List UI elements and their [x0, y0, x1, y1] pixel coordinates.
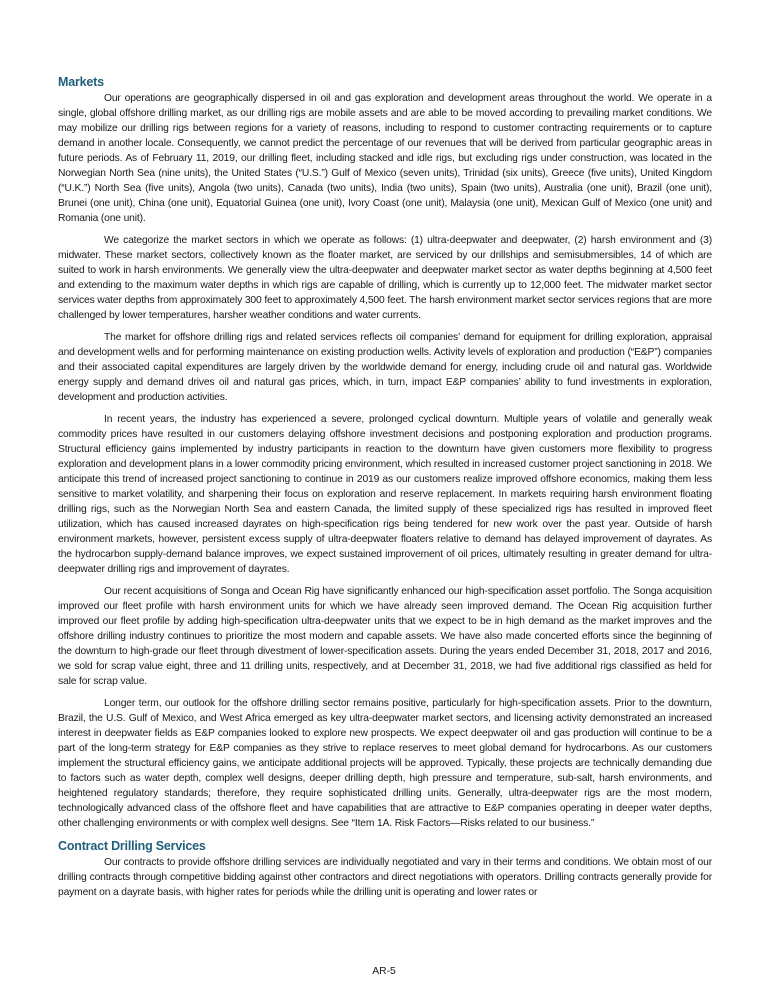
paragraph: The market for offshore drilling rigs and related services reflects oil companies’ demand for equipment for drilling exploration, appraisal and development wells and for performing maintenance on existing production wells. Activity levels of exploration and production (“E&P”) companies and their associated capital expenditures are largely driven by the worldwide demand for energy, including crude oil and natural gas. Worldwide energy supply and demand drives oil and natural gas prices, which, in turn, impact E&P companies’ ability to fund investments in exploration, development and production activities. [58, 332, 712, 403]
section-heading-markets: Markets [58, 75, 104, 89]
paragraph: We categorize the market sectors in which we operate as follows: (1) ultra-deepwater and deepwater, (2) harsh environment and (3) midwater. These market sectors, collectively known as the floater market, are serviced by our drillships and semisubmersibles, 14 of which are suited to work in harsh environments. We generally view the ultra-deepwater and deepwater market sector as water depths beginning at 4,500 feet and extending to the maximum water depths in which rigs are capable of drilling, which is currently up to 12,000 feet. The midwater market sector services water depths from approximately 300 feet to approximately 4,500 feet. The harsh environment market sector services regions that are more challenged by lower temperatures, harsher weather conditions and water currents. [58, 235, 712, 321]
document-page [58, 74, 712, 907]
paragraph: Longer term, our outlook for the offshore drilling sector remains positive, particularly for high-specification assets. Prior to the downturn, Brazil, the U.S. Gulf of Mexico, and West Africa emerged as key ultra-deepwater market sectors, and licensing activity demonstrated an increased interest in deepwater fields as E&P companies looked to explore new prospects. We expect deepwater oil and gas production will continue to be a part of the long-term strategy for E&P companies as they strive to replace reserves to meet global demand for hydrocarbons. As our customers implement the structural efficiency gains, we anticipate additional projects will be approved. Typically, these projects are technically demanding due to factors such as water depth, complex well designs, deeper drilling depth, high pressure and temperature, sub-salt, harsh environments, and heightened regulatory standards; therefore, they require sophisticated drilling units. Generally, ultra-deepwater rigs are the most modern, technologically advanced class of the offshore fleet and have capabilities that are attractive to E&P companies operating in deeper water depths, other challenging environments or with complex well designs. See “Item 1A. Risk Factors—Risks related to our business.” [58, 698, 712, 829]
page-number: AR-5 [372, 966, 396, 977]
paragraph: Our operations are geographically dispersed in oil and gas exploration and development areas throughout the world. We operate in a single, global offshore drilling market, as our drilling rigs are mobile assets and are able to be moved according to prevailing market conditions. We may mobilize our drilling rigs between regions for a variety of reasons, including to respond to customer contracting requirements or to capture demand in another locale. Consequently, we cannot predict the percentage of our revenues that will be derived from particular geographic areas in future periods. As of February 11, 2019, our drilling fleet, including stacked and idle rigs, but excluding rigs under construction, was located in the Norwegian North Sea (nine units), the United States (“U.S.”) Gulf of Mexico (seven units), Trinidad (six units), Greece (five units), United Kingdom (“U.K.”) North Sea (five units), Angola (two units), Canada (two units), India (two units), Spain (two units), Australia (one unit), Brazil (one unit), Brunei (one unit), China (one unit), Equatorial Guinea (one unit), Ivory Coast (one unit), Malaysia (one unit), Mexican Gulf of Mexico (one unit) and Romania (one unit). [58, 93, 712, 224]
paragraph: In recent years, the industry has experienced a severe, prolonged cyclical downturn. Multiple years of volatile and generally weak commodity prices have resulted in our customers delaying offshore investment decisions and postponing exploration and production programs. Structural efficiency gains implemented by industry participants in reaction to the downturn have given customers more flexibility to progress exploration and development plans in a lower commodity pricing environment, which resulted in increased customer project sanctioning in 2018. We anticipate this trend of increased project sanctioning to continue in 2019 as our customers realize improved offshore economics, making them less sensitive to market volatility, and sharpening their focus on exploration and reserve replacement. In markets requiring harsh environment floating drilling rigs, such as the Norwegian North Sea and eastern Canada, the limited supply of these specialized rigs has resulted in improved fleet utilization, which has caused increased dayrates on high-specification rigs being tendered for new work over the past year. Outside of harsh environment markets, however, persistent excess supply of ultra-deepwater floaters relative to demand has delayed improvement of dayrates. As the hydrocarbon supply-demand balance improves, we expect sustained improvement of oil prices, ultimately resulting in greater demand for ultra-deepwater drilling rigs and improvement of dayrates. [58, 414, 712, 575]
paragraph: Our contracts to provide offshore drilling services are individually negotiated and vary in their terms and conditions. We obtain most of our drilling contracts through competitive bidding against other contractors and direct negotiations with operators. Drilling contracts generally provide for payment on a dayrate basis, with higher rates for periods while the drilling unit is operating and lower rates or [58, 857, 712, 898]
section-heading-contract-drilling-services: Contract Drilling Services [58, 839, 206, 853]
paragraph: Our recent acquisitions of Songa and Ocean Rig have significantly enhanced our high-specification asset portfolio. The Songa acquisition improved our fleet profile with harsh environment units for which we have already seen improved demand. The Ocean Rig acquisition further improved our fleet profile by adding high-specification ultra-deepwater units that we expect to be in high demand as the market improves and the offshore drilling industry continues to prioritize the most modern and capable assets. We have also made concerted efforts since the beginning of the downturn to high-grade our fleet through divestment of lower-specification assets. During the years ended December 31, 2018, 2017 and 2016, we sold for scrap value eight, three and 11 drilling units, respectively, and at December 31, 2018, we had five additional rigs classified as held for sale for scrap value. [58, 586, 712, 687]
